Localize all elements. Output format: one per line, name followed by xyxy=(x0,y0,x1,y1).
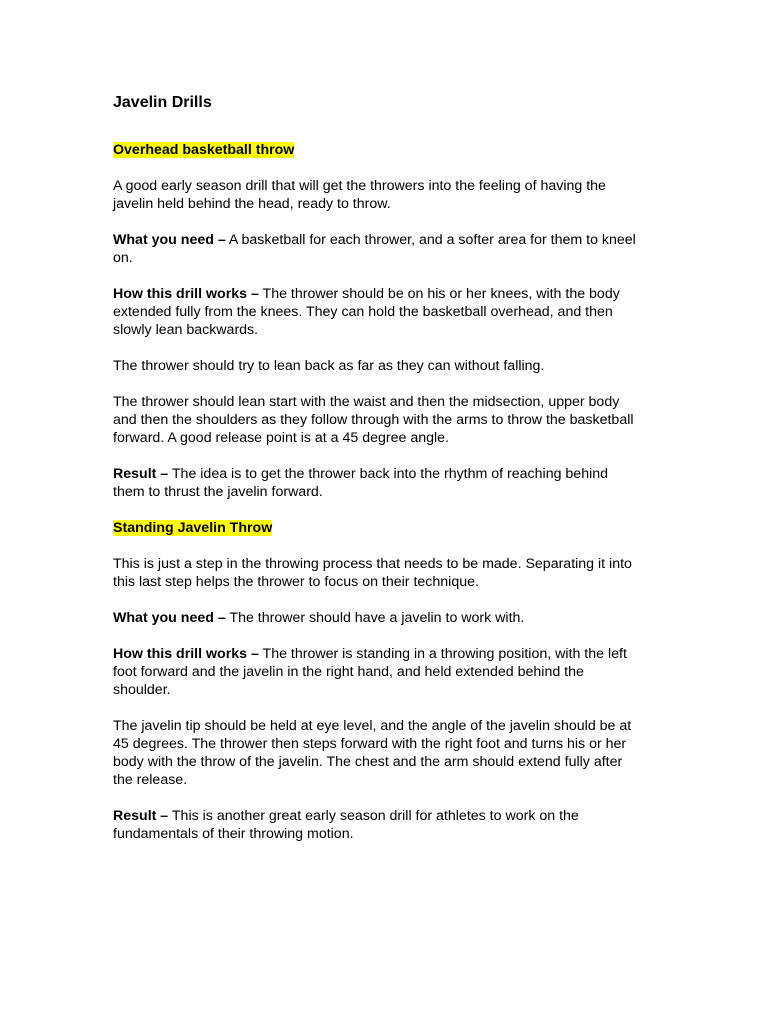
body-paragraph: The thrower should try to lean back as far as they can without falling. xyxy=(113,358,545,374)
how-drill-works-paragraph xyxy=(113,645,643,699)
how-drill-works-text: The thrower is standing in a throwing position, with the left foot forward and the javelin in the right hand, and held extended behind the shoulder. xyxy=(113,646,627,698)
result-text: This is another great early season drill for athletes to work on the fundamentals of their throwing motion. xyxy=(113,808,579,842)
section-heading xyxy=(113,141,643,159)
highlighted-heading-text: Overhead basketball throw xyxy=(113,142,295,158)
what-you-need-label: What you need – xyxy=(113,232,226,248)
document-page xyxy=(113,93,643,861)
document-title: Javelin Drills xyxy=(113,94,212,111)
what-you-need-label: What you need – xyxy=(113,610,226,626)
what-you-need-text: The thrower should have a javelin to work with. xyxy=(225,610,525,626)
result-paragraph xyxy=(113,465,643,501)
section-overhead-basketball-throw xyxy=(113,141,643,501)
how-drill-works-label: How this drill works – xyxy=(113,646,259,662)
how-drill-works-label: How this drill works – xyxy=(113,286,259,302)
what-you-need-text: A basketball for each thrower, and a softer area for them to kneel on. xyxy=(113,232,636,266)
section-intro: This is just a step in the throwing process that needs to be made. Separating it into this last step helps the thrower to focus on their technique. xyxy=(113,556,632,590)
result-label: Result – xyxy=(113,808,169,824)
result-paragraph xyxy=(113,807,643,843)
result-label: Result – xyxy=(113,466,169,482)
what-you-need-paragraph xyxy=(113,231,643,267)
body-paragraph: The thrower should lean start with the waist and then the midsection, upper body and then the shoulders as they follow through with the arms to throw the basketball forward. A good release point is at a 45 degree angle. xyxy=(113,394,634,446)
what-you-need-paragraph xyxy=(113,609,643,627)
result-text: The idea is to get the thrower back into the rhythm of reaching behind them to thrust the javelin forward. xyxy=(113,466,609,500)
highlighted-heading-text: Standing Javelin Throw xyxy=(113,520,273,536)
section-standing-javelin-throw xyxy=(113,519,643,843)
how-drill-works-paragraph xyxy=(113,285,643,339)
body-paragraph: The javelin tip should be held at eye level, and the angle of the javelin should be at 45 degrees. The thrower then steps forward with the right foot and turns his or her body with the throw of the javelin. The chest and the arm should extend fully after the release. xyxy=(113,718,632,788)
how-drill-works-text: The thrower should be on his or her knees, with the body extended fully from the knees. They can hold the basketball overhead, and then slowly lean backwards. xyxy=(113,286,620,338)
section-heading xyxy=(113,519,643,537)
section-intro: A good early season drill that will get the throwers into the feeling of having the javelin held behind the head, ready to throw. xyxy=(113,178,606,212)
